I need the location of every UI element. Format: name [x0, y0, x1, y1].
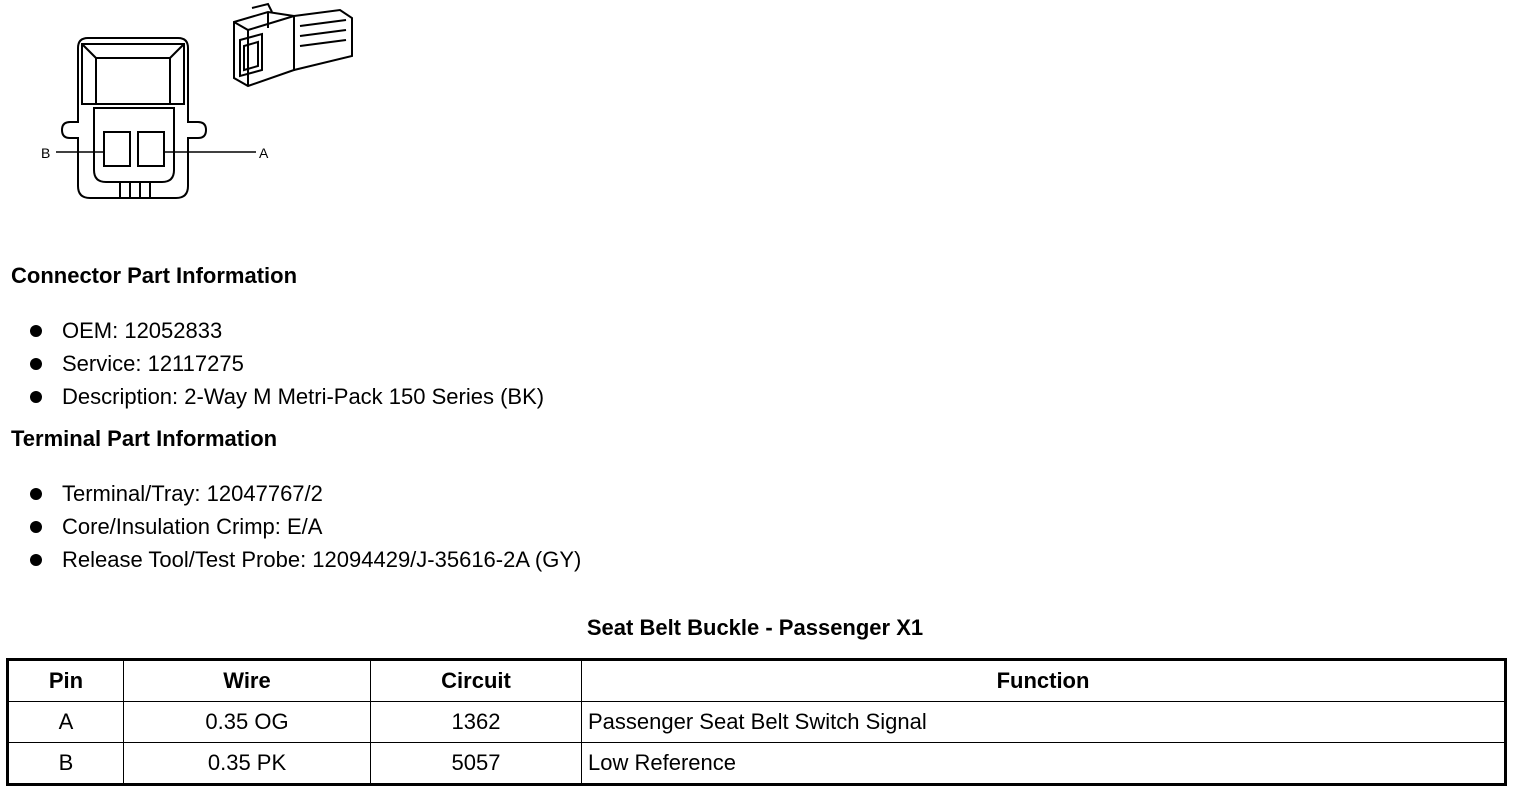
terminal-tray: Terminal/Tray: 12047767/2: [62, 481, 323, 506]
table-row: [8, 702, 1506, 743]
cell-pin: B: [8, 743, 124, 785]
cell-wire: 0.35 OG: [124, 702, 371, 743]
connector-info-heading: Connector Part Information: [11, 263, 298, 288]
cell-circuit: 5057: [371, 743, 582, 785]
cell-circuit: 1362: [371, 702, 582, 743]
bullet-icon: [30, 488, 42, 500]
terminal-info-list: [30, 477, 581, 576]
header-pin: Pin: [8, 660, 124, 702]
bullet-icon: [30, 391, 42, 403]
oem-part: OEM: 12052833: [62, 318, 223, 343]
connector-description: Description: 2-Way M Metri-Pack 150 Series (BK): [62, 384, 545, 409]
list-item: [30, 543, 581, 576]
table-header-row: [8, 660, 1506, 702]
list-item: [30, 347, 544, 380]
connector-isometric-view: [234, 4, 352, 86]
table-row: [8, 743, 1506, 785]
terminal-info-heading: Terminal Part Information: [11, 426, 278, 451]
release-tool: Release Tool/Test Probe: 12094429/J-35616-2A (GY): [62, 547, 582, 572]
header-wire: Wire: [124, 660, 371, 702]
crimp-info: Core/Insulation Crimp: E/A: [62, 514, 323, 539]
connector-diagram: [0, 0, 380, 230]
bullet-icon: [30, 358, 42, 370]
cell-function: Low Reference: [582, 743, 1506, 785]
list-item: [30, 314, 544, 347]
list-item: [30, 510, 581, 543]
list-item: [30, 380, 544, 413]
pin-label-b: B: [41, 145, 51, 161]
cell-wire: 0.35 PK: [124, 743, 371, 785]
service-part: Service: 12117275: [62, 351, 244, 376]
pin-table-title: Seat Belt Buckle - Passenger X1: [586, 615, 924, 640]
list-item: [30, 477, 581, 510]
cell-function: Passenger Seat Belt Switch Signal: [582, 702, 1506, 743]
header-function: Function: [582, 660, 1506, 702]
pin-label-a: A: [259, 145, 269, 161]
cell-pin: A: [8, 702, 124, 743]
bullet-icon: [30, 554, 42, 566]
bullet-icon: [30, 325, 42, 337]
bullet-icon: [30, 521, 42, 533]
connector-info-list: [30, 314, 544, 413]
header-circuit: Circuit: [371, 660, 582, 702]
pin-table: [6, 658, 1507, 786]
connector-face-view: [56, 38, 256, 198]
